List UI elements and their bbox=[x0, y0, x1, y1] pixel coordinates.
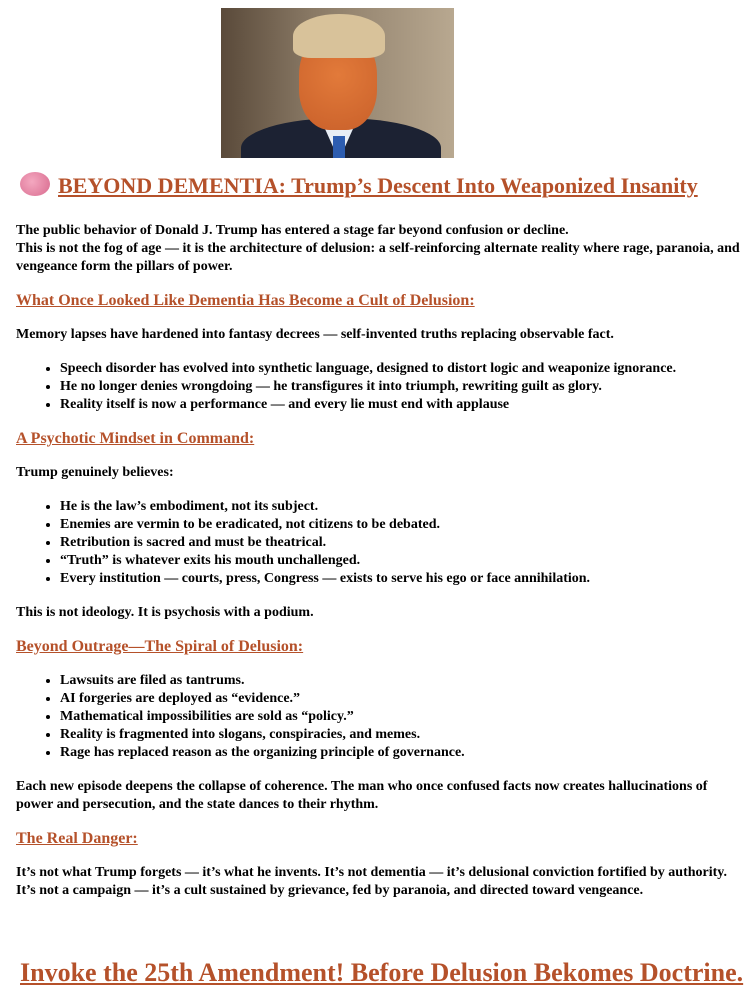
paragraph: Memory lapses have hardened into fantasy decrees — self-invented truths replacing observable fact. bbox=[16, 327, 614, 342]
call-to-action: Invoke the 25th Amendment! Before Delusion Bekomes Doctrine. bbox=[20, 958, 744, 987]
bullet-list bbox=[16, 498, 741, 588]
list-item: • Mathematical impossibilities are sold as “policy.” bbox=[60, 708, 741, 726]
list-item: • Reality is fragmented into slogans, conspiracies, and memes. bbox=[60, 726, 741, 744]
paragraph: It’s not what Trump forgets — it’s what he invents. It’s not dementia — it’s delusional conviction fortified by authority. It’s not a campaign — it’s a cult sustained by grievance, fed by paranoia, and directed toward vengeance. bbox=[16, 865, 728, 898]
intro: The public behavior of Donald J. Trump has entered a stage far beyond confusion or decline. This is not the fog of age — it is the architecture of delusion: a self-reinforcing alternate reality where rage, paranoia, and vengeance form the pillars of power. bbox=[16, 223, 740, 274]
list-item: • Every institution — courts, press, Congress — exists to serve his ego or face annihilation. bbox=[60, 570, 741, 588]
list-item: • Speech disorder has evolved into synthetic language, designed to distort logic and weaponize ignorance. bbox=[60, 360, 741, 378]
list-item: • Retribution is sacred and must be theatrical. bbox=[60, 534, 741, 552]
portrait-photo bbox=[221, 8, 454, 158]
list-item: • He is the law’s embodiment, not its subject. bbox=[60, 498, 741, 516]
section-heading: The Real Danger: bbox=[16, 830, 138, 847]
list-item: • Enemies are vermin to be eradicated, not citizens to be debated. bbox=[60, 516, 741, 534]
bullet-list bbox=[16, 672, 741, 762]
list-item: • Lawsuits are filed as tantrums. bbox=[60, 672, 741, 690]
list-item: • He no longer denies wrongdoing — he transfigures it into triumph, rewriting guilt as glory. bbox=[60, 378, 741, 396]
paragraph: Trump genuinely believes: bbox=[16, 465, 174, 480]
list-item: • AI forgeries are deployed as “evidence.” bbox=[60, 690, 741, 708]
list-item: • Rage has replaced reason as the organizing principle of governance. bbox=[60, 744, 741, 762]
paragraph: Each new episode deepens the collapse of coherence. The man who once confused facts now creates hallucinations of power and persecution, and the state dances to their rhythm. bbox=[16, 779, 708, 812]
brain-icon bbox=[20, 172, 50, 196]
article-body bbox=[16, 222, 741, 916]
section-heading: What Once Looked Like Dementia Has Become a Cult of Delusion: bbox=[16, 292, 475, 309]
bullet-list bbox=[16, 360, 741, 414]
list-item: • Reality itself is now a performance — and every lie must end with applause bbox=[60, 396, 741, 414]
page-title: BEYOND DEMENTIA: Trump’s Descent Into Weaponized Insanity bbox=[20, 172, 698, 199]
section-heading: A Psychotic Mindset in Command: bbox=[16, 430, 255, 447]
list-item: • “Truth” is whatever exits his mouth unchallenged. bbox=[60, 552, 741, 570]
paragraph: This is not ideology. It is psychosis with a podium. bbox=[16, 605, 314, 620]
section-heading: Beyond Outrage—The Spiral of Delusion: bbox=[16, 638, 304, 655]
